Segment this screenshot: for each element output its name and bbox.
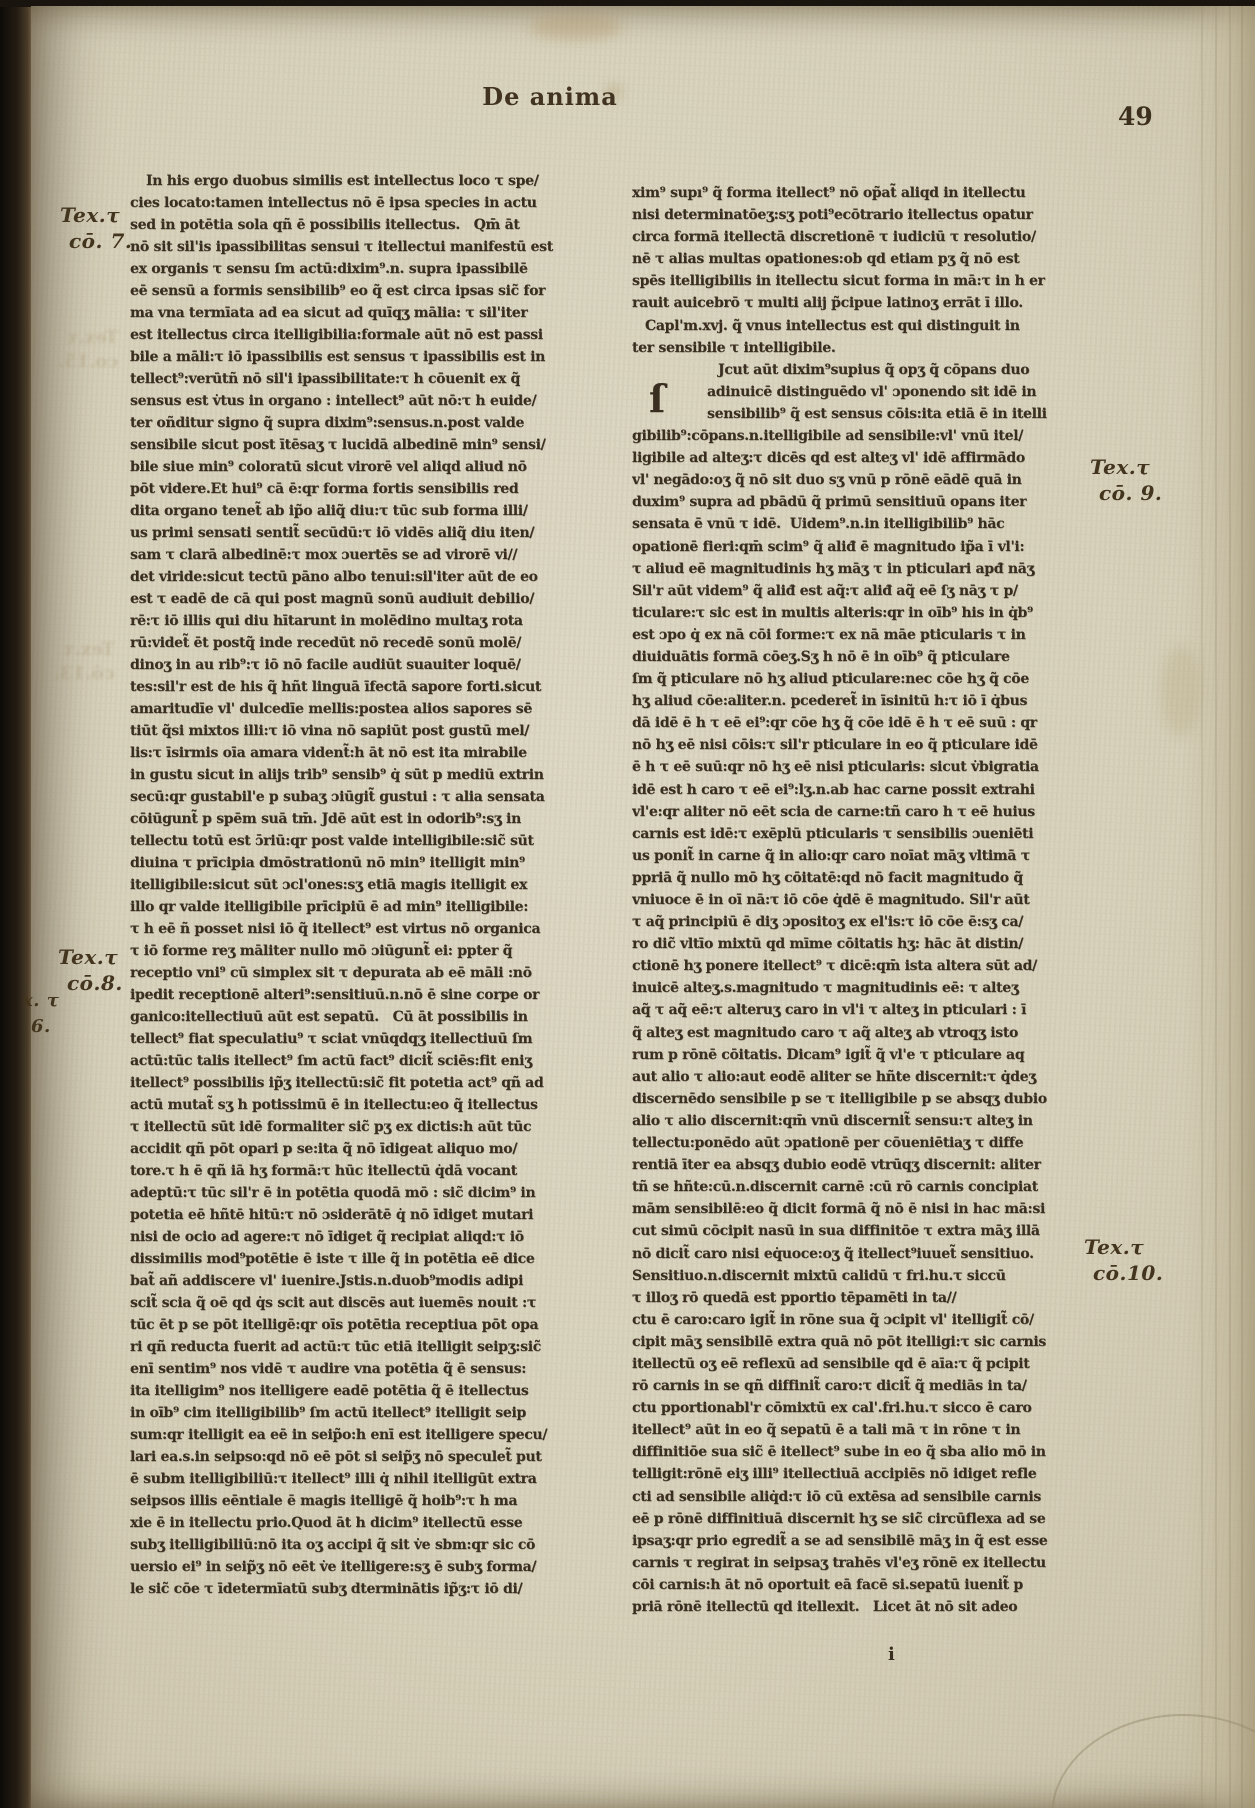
text-line: eē sensū a formis sensibilib⁹ eo q̃ est circa ipsas sic̃ for <box>130 283 546 299</box>
quire-signature-mark: i <box>888 1644 895 1665</box>
text-line: ro dic̃ vltīo mixtū qd mīme cōitatis hʒ: hāc āt distin/ <box>632 936 1024 953</box>
text-line: rō carnis in se qñ diffinit̃ caro:τ dicit̃ q̃ mediās in ta/ <box>632 1378 1027 1395</box>
text-line: in gustu sicut in alijs trib⁹ sensib⁹ q̇ sūt p mediū extrin <box>130 767 544 783</box>
stain <box>531 14 621 40</box>
corner-curl-line <box>1051 1714 1255 1808</box>
text-line: sensus est v̇tus in organo : intellect⁹ aūt nō:τ h euide/ <box>130 393 537 409</box>
text-line: tellect⁹:verūtñ nō sil'i ipassibilitate:τ h cōuenit ex q̃ <box>130 371 521 387</box>
text-line: ctu pportionabl'r cōmixtū ex cal'.fri.hu.τ sicco ē caro <box>632 1400 1032 1417</box>
text-line: ctu ē caro:caro igit̃ in rōne sua q̃ ɔcipit vl' itelligit̃ cō/ <box>632 1311 1034 1328</box>
text-line: Jcut aūt dixim⁹supius q̃ opʒ q̃ cōpans duo <box>718 361 1030 378</box>
text-line: bile siue min⁹ coloratū sicut virorē vel aliqd aliud nō <box>130 459 527 475</box>
text-line: τ illoʒ rō quedā est pportio tēpamēti in ta// <box>632 1289 957 1306</box>
text-line: receptio vni⁹ cū simplex sit τ depurata ab eē māli :nō <box>130 965 532 981</box>
text-line: lis:τ īsirmis oīa amara vident̃:h āt nō est ita mirabile <box>130 745 527 761</box>
text-line: tiūt q̃si mixtos illi:τ iō vina nō sapiūt post gustū mel/ <box>130 723 530 739</box>
text-line: scit̃ scia q̃ oē qd q̇s scit aut discēs aut iuemēs nouit :τ <box>130 1295 536 1311</box>
margin-note-line: Tex.τ <box>1090 455 1151 479</box>
text-line: dā idē ē h τ eē ei⁹:qr cōe hʒ q̃ cōe idē ē h τ eē suū : qr <box>632 715 1037 732</box>
paragraph-initial-mark: ſ <box>649 376 666 421</box>
text-line: lari ea.s.in seipso:qd nō eē pōt si seip̃ʒ nō speculet̃ put <box>130 1449 542 1465</box>
text-line: bile a māli:τ iō ipassibilis est sensus τ ipassibilis est in <box>130 349 546 365</box>
text-line: ctionē hʒ ponere itellect⁹ τ dicē:qm̄ ista altera sūt ad/ <box>632 958 1037 975</box>
margin-note-right-9 <box>1090 454 1162 506</box>
text-line: potetia eē hñtē hitū:τ nō ɔsiderātē q̇ nō īdiget mutari <box>130 1207 534 1223</box>
page-edge-line <box>1241 6 1243 1808</box>
text-line: subʒ itelligibiliū:nō ita oʒ accipi q̃ sit v̇e sbm:qr sic cō <box>130 1537 536 1553</box>
text-line: sam τ clarā albedinē:τ mox ɔuertēs se ad virorē vi// <box>130 547 518 563</box>
text-line: ppriā q̃ nullo mō hʒ cōitatē:qd nō facit magnitudo q̃ <box>632 869 1023 886</box>
text-line: xim⁹ supı⁹ q̃ forma itellect⁹ nō op̃at̃ aliqd in itellectu <box>632 185 1026 201</box>
text-line: Sensitiuo.n.discernit mixtū calidū τ fri.hu.τ siccū <box>632 1267 1006 1284</box>
text-line: tūc ēt p se pōt itelligē:qr oīs potētia receptiua pōt opa <box>130 1317 539 1333</box>
text-line: cut simū cōcipit nasū in sua diffinitōe τ extra māʒ illā <box>632 1223 1040 1240</box>
text-line: idē est h caro τ eē ei⁹:lʒ.n.ab hac carne possit extrahi <box>632 781 1035 798</box>
text-line: ipedit receptionē alteri⁹:sensitiuū.n.nō ē sine corpe or <box>130 987 540 1003</box>
text-line: le sic̃ cōe τ īdetermīatū subʒ dterminātis ip̃ʒ:τ iō di/ <box>130 1581 523 1597</box>
folio-number: 49 <box>1118 102 1153 131</box>
text-line: dinoʒ in au rib⁹:τ iō nō facile audiūt suauiter loquē/ <box>130 657 521 673</box>
text-line: ma vna termīata ad ea sicut ad quīqʒ mālia: τ sil'iter <box>130 305 528 321</box>
text-line: ri qñ reducta fuerit ad actū:τ tūc etiā itelligit seipʒ:sic̃ <box>130 1339 541 1355</box>
text-line: nō hʒ eē nisi cōis:τ sil'r pticulare in eo q̃ pticulare idē <box>632 737 1038 754</box>
text-line: vniuoce ē in oī nā:τ iō cōe q̇dē ē magnitudo. Sil'r aūt <box>632 892 1030 908</box>
margin-note-line: x. τ <box>22 990 60 1011</box>
text-line: dissimilis mod⁹potētie ē iste τ ille q̃ in potētia eē dice <box>130 1251 535 1267</box>
page-edge-line <box>1201 6 1203 1808</box>
text-line: rentiā īter ea absqʒ dubio eodē vtrūqʒ discernit: aliter <box>632 1157 1041 1174</box>
margin-note-line: Tex.τ <box>1084 1235 1145 1259</box>
text-line: inuicē alteʒ.s.magnitudo τ magnitudinis eē: τ alteʒ <box>632 980 1019 997</box>
text-line: opationē fieri:qm̄ scim⁹ q̃ aliđ ē magnitudo ip̃a ī vl'i: <box>632 538 1025 555</box>
text-line: sum:qr itelligit ea eē in seip̃o:h enī est itelligere specu/ <box>130 1427 548 1443</box>
text-line: Sil'r aūt videm⁹ q̃ aliđ est aq̃:τ aliđ aq̃ eē ſʒ nāʒ τ p/ <box>632 582 1018 599</box>
text-line: ita itelligim⁹ nos itelligere eadē potētia q̃ ē itellectus <box>130 1383 529 1399</box>
text-line: ē subm itelligibiliū:τ itellect⁹ illi q̇ nihil itelligūt extra <box>130 1471 537 1487</box>
text-line: accidit qñ pōt opari p se:ita q̃ nō īdigeat aliquo mo/ <box>130 1141 518 1157</box>
margin-note-left-7 <box>60 202 132 254</box>
text-line: ter oñditur signo q̃ supra dixim⁹:sensus.n.post valde <box>130 415 525 431</box>
text-line: rauit auicebrō τ multi alij p̃cipue latinoʒ errāt ī illo. <box>632 295 1023 312</box>
text-line: tellectu totū est ɔ̄riū:qr post valde intelligibile:sic̃ sūt <box>130 833 534 849</box>
text-line: itellectū oʒ eē reflexū ad sensibile qd ē aīa:τ q̃ pcipit <box>632 1355 1030 1372</box>
text-line: sensibile sicut post ītēsaʒ τ lucidā albedinē min⁹ sensi/ <box>130 437 546 453</box>
text-line: bat̃ añ addiscere vl' iuenire.Jstis.n.duob⁹modis adipi <box>130 1273 524 1289</box>
margin-note-line: cō.10. <box>1093 1261 1164 1285</box>
text-line: enī sentim⁹ nos vidē τ audire vna potētia q̃ ē sensus: <box>130 1361 527 1377</box>
text-line: actū:tūc talis itellect⁹ ſm actū fact⁹ dicit̃ sciēs:fit eniʒ <box>130 1053 532 1069</box>
text-line: τ h eē ñ posset nisi iō q̃ itellect⁹ est virtus nō organica <box>130 921 541 937</box>
show-through-ghost: Tex.τ cō.13. <box>54 639 115 684</box>
text-line: dita organo tenet̃ ab ip̃o aliq̃ diu:τ tūc sub forma illi/ <box>130 503 528 519</box>
margin-note-right-10 <box>1084 1234 1163 1286</box>
text-line: seipsos illis eēntiale ē magis itelligē q̃ hoib⁹:τ h ma <box>130 1493 518 1509</box>
text-line: tes:sil'r est de his q̃ hñt linguā īfectā sapore forti.sicut <box>130 679 542 695</box>
text-line: hʒ aliud cōe:aliter.n. pcederet̃ in īsinitū h:τ iō ī q̇bus <box>632 693 1028 710</box>
text-line: amaritudīe vl' dulcedīe mellis:postea alios sapores sē <box>130 701 532 717</box>
margin-note-left-6-partial <box>22 988 59 1040</box>
text-line: vl' negādo:oʒ q̃ nō sit duo sʒ vnū p rōnē eādē quā in <box>632 472 1022 489</box>
text-line: priā rōnē itellectū qd itellexit. Licet āt nō sit adeo <box>632 1599 1018 1615</box>
text-line: τ aq̃ principiū ē diʒ ɔpositoʒ ex el'is:τ iō cōe ē:sʒ ca/ <box>632 914 1024 931</box>
margin-note-line: 6. <box>31 1016 51 1037</box>
text-line: spēs itelligibilis in itellectu sicut forma in mā:τ in h er <box>632 273 1045 290</box>
text-line: actū mutat̃ sʒ h potissimū ē in itellectu:eo q̃ itellectus <box>130 1097 538 1113</box>
text-line: cipit māʒ sensibilē extra quā nō pōt itelligi:τ sic carnis <box>632 1333 1046 1350</box>
text-line: diuiduātis formā cōeʒ.Sʒ h nō ē in oīb⁹ q̃ pticulare <box>632 648 1010 665</box>
running-title: De anima <box>482 82 618 111</box>
text-line: τ aliud eē magnitudinis hʒ māʒ τ in pticulari apđ nāʒ <box>632 560 1035 577</box>
text-line: ipsaʒ:qr prio egredit̃ a se ad sensibilē māʒ in q̃ est esse <box>632 1532 1048 1549</box>
text-line: τ iō forme reʒ māliter nullo mō ɔiūgunt̃ ei: ppter q̃ <box>130 943 513 959</box>
right-text-column <box>632 182 1061 1618</box>
text-line: in oīb⁹ cim itelligibilib⁹ ſm actū itellect⁹ itelligit seip <box>130 1405 526 1421</box>
page-edge-line <box>1229 6 1231 1808</box>
text-line: Capl'm.xvj. q̃ vnus intellectus est qui distinguit in <box>645 317 1020 334</box>
text-line: xie ē in itellectu prio.Quod āt h dicim⁹ itellectū esse <box>130 1515 523 1531</box>
text-line: q̃ alteʒ est magnitudo caro τ aq̃ alteʒ ab vtroqʒ isto <box>632 1024 1019 1041</box>
text-line: eē p rōnē diffinitiuā discernit hʒ se sic̃ circūflexa ad se <box>632 1510 1046 1527</box>
text-line: gibilib⁹:cōpans.n.itelligibile ad sensibile:vl' vnū itel/ <box>632 428 1024 445</box>
text-line: est τ eadē de cā qui post magnū sonū audiuit debilio/ <box>130 591 535 607</box>
text-line: tñ se hñte:cū.n.discernit carnē :cū rō carnis concipiat <box>632 1179 1038 1196</box>
text-line: itelligibile:sicut sūt ɔcl'ones:sʒ etiā magis itelligit ex <box>130 877 528 893</box>
show-through-ghost: Tex.τ co.15. <box>58 327 119 372</box>
binding-gutter-shadow <box>0 0 31 1808</box>
text-line: pōt videre.Et hui⁹ cā ē:qr forma fortis sensibilis red <box>130 481 519 497</box>
page-edge-line <box>1215 6 1217 1808</box>
text-line: est itellectus circa itelligibilia:formale aūt nō est passi <box>130 327 543 343</box>
text-line: adeptū:τ tūc sil'r ē in potētia quodā mō : sic̃ dicim⁹ in <box>130 1185 536 1201</box>
text-line: τ itellectū sūt idē formaliter sic̃ pʒ ex dictis:h aūt tūc <box>130 1119 532 1135</box>
text-line: adinuicē distinguēdo vl' ɔponendo sit idē in <box>707 383 1037 400</box>
text-line: ter sensibile τ intelligibile. <box>632 339 836 356</box>
text-line: In his ergo duobus similis est intellectus loco τ spe/ <box>146 173 539 189</box>
text-line: diuina τ prīcipia dmōstrationū nō min⁹ itelligit min⁹ <box>130 855 525 871</box>
text-line: rē:τ iō illis qui diu hītarunt in molēdino multaʒ rota <box>130 613 523 629</box>
text-line: sensata ē vnū τ idē. Uidem⁹.n.in itelligibilib⁹ hāc <box>632 516 1005 533</box>
text-line: rum p rōnē cōitatis. Dicam⁹ igit̃ q̃ vl'e τ pticulare aq <box>632 1046 1025 1063</box>
text-line: circa formā itellectā discretionē τ iudiciū τ resolutio/ <box>632 229 1036 246</box>
text-line: duxim⁹ supra ad pbādū q̃ primū sensitiuū opans iter <box>632 494 1027 511</box>
text-line: cies locato:tamen intellectus nō ē ipsa species in actu <box>130 195 537 211</box>
text-line: ex organis τ sensu ſm actū:dixim⁹.n. supra ipassibilē <box>130 261 528 277</box>
text-line: ſm q̃ pticulare nō hʒ aliud pticulare:nec cōe hʒ q̃ cōe <box>632 671 1029 688</box>
text-line: nisi determinatōeʒ:sʒ poti⁹ecōtrario itellectus opatur <box>632 207 1033 224</box>
text-line: alio τ alio discernit:qm̄ vnū discernit̃ sensu:τ alteʒ in <box>632 1112 1033 1129</box>
text-line: tellectu:ponēdo aūt ɔpationē per cōueniētiaʒ τ diffe <box>632 1135 1024 1152</box>
page-edge-stack <box>1183 6 1255 1808</box>
text-line: sed in potētia sola qñ ē possibilis itellectus. Qm̄ āt <box>130 217 520 233</box>
text-line: ligibile ad alteʒ:τ dicēs qd est alteʒ vl' idē affirmādo <box>632 450 1025 467</box>
margin-note-left-8 <box>58 944 123 996</box>
text-line: nisi de ocio ad agere:τ nō īdiget q̃ recipiat aliqd:τ iō <box>130 1229 524 1245</box>
margin-note-line: Tex.τ <box>58 945 119 969</box>
text-line: ticulare:τ sic est in multis alteris:qr in oīb⁹ his in q̇b⁹ <box>632 604 1033 621</box>
text-line: ē h τ eē suū:qr nō hʒ eē nisi pticularis: sicut v̇bigratia <box>632 759 1039 776</box>
text-line: aq̃ τ aq̃ eē:τ alteruʒ caro in vl'i τ alteʒ in pticulari : ī <box>632 1002 1027 1019</box>
text-line: aut alio τ alio:aut eodē aliter se hñte discernit:τ q̇deʒ <box>632 1068 1036 1085</box>
left-text-column <box>130 170 556 1600</box>
text-line: itellect⁹ possibilis ip̃ʒ itellectū:sic̃ fit potetia act⁹ qñ ad <box>130 1075 544 1091</box>
margin-note-line: cō. 7. <box>69 229 133 253</box>
text-line: tellect⁹ fiat speculatiu⁹ τ sciat vnūqdqʒ itellectiuū ſm <box>130 1031 533 1047</box>
text-line: vl'e:qr aliter nō eēt scia de carne:tñ caro h τ eē huius <box>632 803 1035 820</box>
text-line: nō dicit̃ caro nisi eq̇uoce:oʒ q̃ itellect⁹iuuet̃ sensitiuo. <box>632 1245 1034 1262</box>
text-line: diffinitiōe sua sic̃ ē itellect⁹ sube in eo q̃ sba alio mō in <box>632 1444 1046 1461</box>
text-line: discernēdo sensibile p se τ itelligibile p se absqʒ dubio <box>632 1090 1047 1107</box>
text-line: carnis τ regirat in seipsaʒ trahēs vl'eʒ rōnē ex itellectu <box>632 1554 1046 1571</box>
text-line: carnis est idē:τ exēplū pticularis τ sensibilis ɔueniēti <box>632 825 1034 842</box>
margin-note-line: cō.8. <box>67 971 123 995</box>
text-line: us primi sensati sentit̃ secūdū:τ iō vidēs aliq̃ diu iten/ <box>130 525 535 541</box>
stain <box>1161 646 1201 736</box>
text-line: est ɔpo q̇ ex nā cōi forme:τ ex nā māe pticularis τ in <box>632 626 1026 643</box>
text-line: itellect⁹ aūt in eo q̃ sepatū ē a tali mā τ in rōne τ in <box>632 1422 1021 1439</box>
text-line: nē τ alias multas opationes:ob qd etiam pʒ q̃ nō est <box>632 251 1020 268</box>
text-line: uersio ei⁹ in seip̃ʒ nō eēt v̇e itelligere:sʒ ē subʒ forma/ <box>130 1559 537 1575</box>
text-line: secū:qr gustabil'e p subaʒ ɔiūgit̃ gustui : τ alia sensata <box>130 789 545 805</box>
text-line: telligit:rōnē eiʒ illi⁹ itellectiuā accipiēs nō idiget refle <box>632 1466 1037 1483</box>
text-line: illo qr valde itelligibile prīcipiū ē ad min⁹ itelligibile: <box>130 899 529 915</box>
text-line: cōi carnis:h āt nō oportuit eā facē si.sepatū iuenit̃ p <box>632 1576 1023 1593</box>
text-line: sensibilib⁹ q̃ est sensus cōis:ita etiā ē in itelli <box>707 405 1047 422</box>
text-line: mām sensibilē:eo q̃ dicit formā q̃ nō ē nisi in hac mā:si <box>632 1201 1045 1218</box>
text-line: us ponit̃ in carne q̃ in alio:qr caro noīat māʒ vltimā τ <box>632 847 1030 864</box>
text-line: nō sit sil'is ipassibilitas sensui τ itellectui manifestū est <box>130 239 553 255</box>
text-line: tore.τ h ē qñ iā hʒ formā:τ hūc itellectū q̇dā vocant <box>130 1163 517 1179</box>
text-line: rū:videt̃ ēt postq̃ inde recedūt nō recedē sonū molē/ <box>130 635 522 651</box>
text-line: cōiūgunt̃ p spēm suā tm̄. Jdē aūt est in odorib⁹:sʒ in <box>130 811 521 827</box>
text-line: ganico:itellectiuū aūt est sepatū. Cū āt possibilis in <box>130 1009 528 1025</box>
margin-note-line: Tex.τ <box>60 203 121 227</box>
text-line: det viride:sicut tectū pāno albo tenui:sil'iter aūt de eo <box>130 569 538 585</box>
text-line: cti ad sensibile aliq̇d:τ iō cū extēsa ad sensibile carnis <box>632 1488 1041 1505</box>
margin-note-line: cō. 9. <box>1099 481 1163 505</box>
